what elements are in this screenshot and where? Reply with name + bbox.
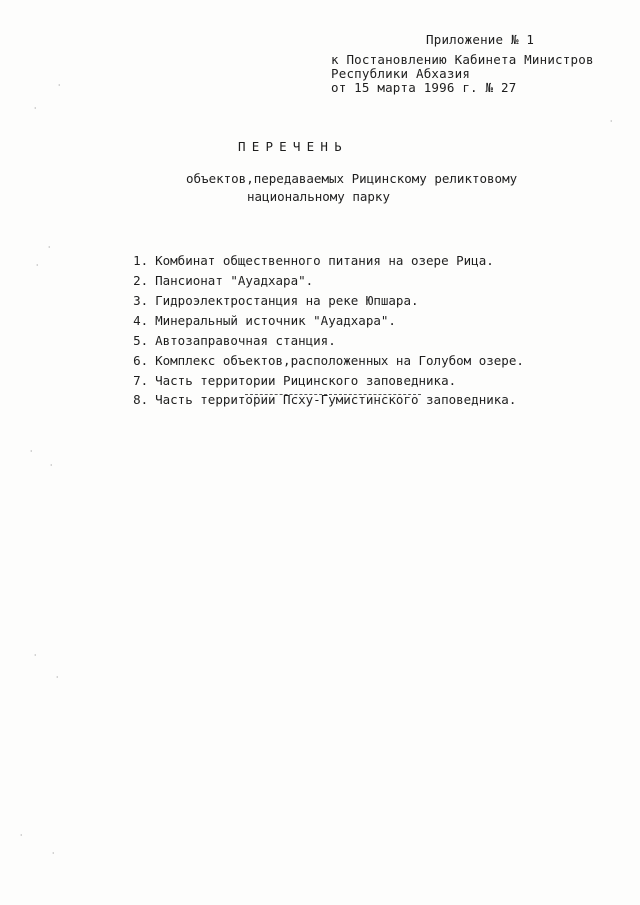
list-item-text: Часть территории Псху-Гумистинского заповедника. <box>155 392 517 407</box>
binder-mark: ⸱ <box>36 261 39 271</box>
list-item-text: Гидроэлектростанция на реке Юпшара. <box>155 293 419 308</box>
list-item <box>103 377 516 422</box>
binder-mark: ⸱ <box>48 243 51 253</box>
list-item-text: Минеральный источник "Ауадхара". <box>155 313 396 328</box>
list-item-number: 2. <box>133 273 149 288</box>
document-title: ПЕРЕЧЕНЬ <box>238 139 348 154</box>
document-subtitle-line1: объектов,передаваемых Рицинскому реликтовому <box>186 171 518 186</box>
list-item-number: 3. <box>133 293 149 308</box>
list-item-number: 4. <box>133 313 149 328</box>
list-item-number: 7. <box>133 373 149 388</box>
end-separator <box>245 394 421 395</box>
list-item-text: Часть территории Рицинского заповедника. <box>155 373 457 388</box>
binder-mark: ⸱ <box>56 673 59 683</box>
appendix-number: Приложение № 1 <box>426 32 535 47</box>
resolution-reference: к Постановлению Кабинета Министров <box>331 52 594 67</box>
binder-mark: ⸱ <box>30 447 33 457</box>
document-subtitle-line2: национальному парку <box>247 189 390 204</box>
list-item-text: Пансионат "Ауадхара". <box>155 273 314 288</box>
list-item-number: 8. <box>133 392 149 407</box>
binder-mark: ⸱ <box>58 81 61 91</box>
binder-mark: ⸱ <box>34 104 37 114</box>
binder-mark: ⸱ <box>52 849 55 859</box>
republic-name: Республики Абхазия <box>331 66 471 81</box>
list-item-number: 1. <box>133 253 149 268</box>
binder-mark: ⸱ <box>20 831 23 841</box>
list-item-number: 6. <box>133 353 149 368</box>
binder-mark: ⸱ <box>50 461 53 471</box>
resolution-date: от 15 марта 1996 г. № 27 <box>331 80 517 95</box>
list-item-text: Автозаправочная станция. <box>155 333 336 348</box>
binder-mark: ⸱ <box>610 117 613 127</box>
list-item-text: Комплекс объектов,расположенных на Голубом озере. <box>155 353 524 368</box>
list-item-text: Комбинат общественного питания на озере Рица. <box>155 253 494 268</box>
binder-mark: ⸱ <box>34 651 37 661</box>
list-item-number: 5. <box>133 333 149 348</box>
